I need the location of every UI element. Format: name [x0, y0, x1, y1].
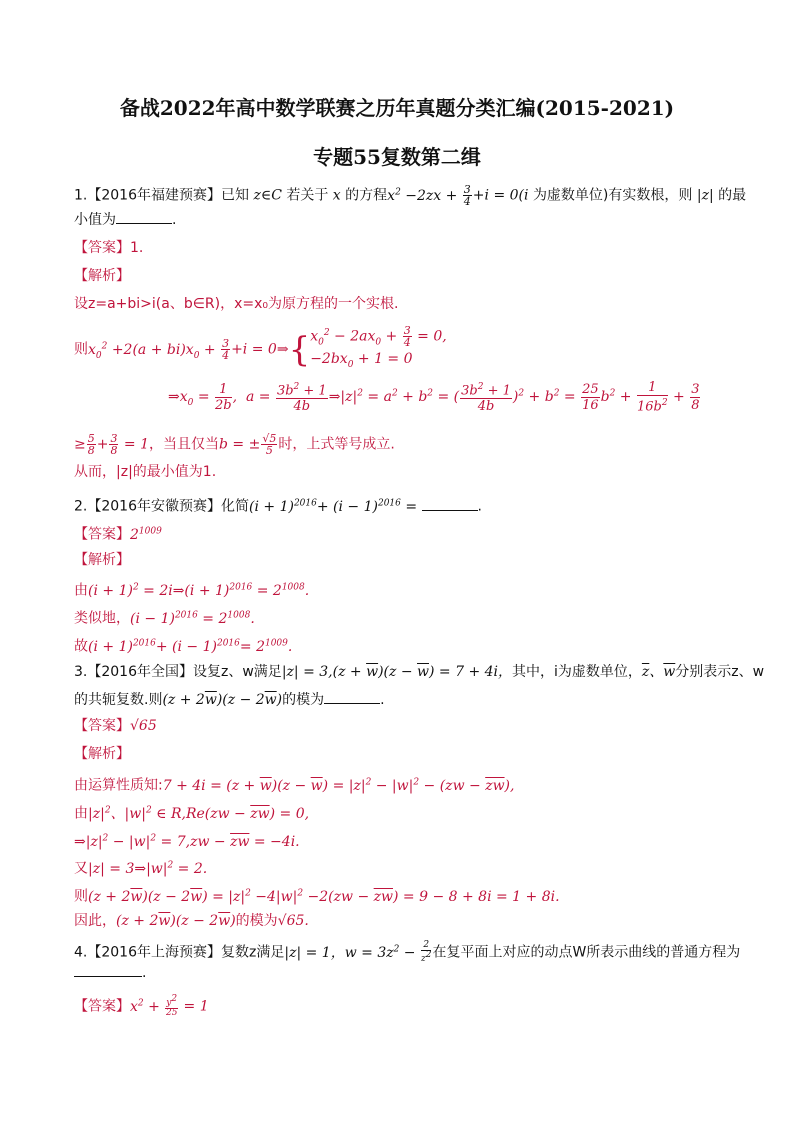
sub-title: 专题55复数第二缉 [313, 145, 481, 169]
q3-analysis-line5: 则$(z + 2\overline{w})(z - 2\overline{w}) = |z|^2 -4|w|^2 -2(zw - \overline{zw}) = 9 - 8 + 8i = 1 + 8i$. [74, 888, 560, 905]
main-title: 备战2022年高中数学联赛之历年真题分类汇编(2015-2021) [119, 96, 675, 120]
q1-source: 【2016年福建预赛】 [87, 187, 221, 204]
q4-stem-line2: . [74, 963, 146, 983]
q1-analysis-line2: 则$x_0^2 +2(a + bi)x_0$ + $\frac{3}{4}$ +i = 0⇒{ $x_0^2 - 2ax_0$ + $\frac{3}{4}$ = 0, $-2bx_0 + 1 = 0$ [74, 324, 447, 371]
answer-blank [116, 211, 172, 224]
q1-stem-line2: 小值为 . [74, 212, 177, 228]
q1-analysis-line5: 从而，|z|的最小值为1. [74, 464, 217, 480]
q4-source: 【2016年上海预赛】 [87, 944, 221, 961]
q4-stem-line1: 4.【2016年上海预赛】复数z满足|z| = 1，$w = 3z^2$ − $\frac{2}{z^2}$ 在复平面上对应的动点W所表示曲线的普通方程为 [74, 940, 741, 965]
q3-analysis-line2: 由$|z|^2$、$|w|^2$ ∈ $R,Re(zw - \overline{zw}) = 0$, [74, 805, 310, 822]
answer-blank [324, 691, 380, 704]
q2-analysis-label: 【解析】 [74, 552, 130, 568]
q3-analysis-line3: $\Rightarrow|z|^2 - |w|^2 = 7,zw - \overline{zw} = -4i$. [74, 833, 300, 850]
q1-analysis-line4: ≥ $\frac{5}{8}$ + $\frac{3}{8}$ = 1，当且仅当b = ± $\frac{√5}{5}$ 时，上式等号成立. [74, 432, 395, 457]
q3-analysis-label: 【解析】 [74, 746, 130, 762]
q1-stem-line1: 1.【2016年福建预赛】已知 z∈C 若关于 x 的方程$x^2 -2zx$ + $\frac{3}{4}$ +i = 0(i 为虚数单位)有实数根，则 |z| 的最 [74, 183, 747, 209]
q1-analysis-label: 【解析】 [74, 268, 130, 284]
q1-number: 1. [74, 187, 88, 204]
q3-analysis-line6: 因此，$(z + 2\overline{w})(z - 2\overline{w})$的模为√65. [74, 913, 309, 929]
q2-source: 【2016年安徽预赛】 [87, 498, 221, 515]
q3-stem-line1: 3.【2016年全国】设复z、w满足$|z| = 3,(z + \overline{w})(z - \overline{w}) = 7 + 4i$，其中，i为虚数单位，$\overline{z}$、$\overline{w}$分别表示z、w [74, 664, 765, 680]
q2-analysis-line3: 故$(i + 1)^{2016}+ (i - 1)^{2016}= 2^{1009}$. [74, 638, 293, 655]
q1-analysis-line1: 设z=a+bi>i(a、b∈R)，x=x₀为原方程的一个实根. [74, 296, 399, 312]
q3-stem-line2: 的共轭复数.则$(z + 2\overline{w})(z - 2\overline{w})$的模为 . [74, 692, 385, 708]
fraction-3-4: $\frac{3}{4}$ [463, 183, 471, 209]
q4-answer: 【答案】$x^2$ + $\frac{y^2}{25}$ = 1 [74, 994, 209, 1019]
answer-blank [422, 498, 478, 511]
q1-analysis-line3: $\Rightarrow x_0$ = $\frac{1}{2b}$ , a = $\frac{3b^2 + 1}{4b}$ $\Rightarrow|z|^2 = a^2 + b^2$ = ( $\frac{3b^2 + 1}{4b}$ )$^2 + b^2$ = $\frac{25}{16}$ $b^2$ + $\frac{1}{16b^2}$ + $\frac{3}{8}$ [168, 380, 700, 415]
q2-analysis-line1: 由$(i + 1)^2$ = 2i⇒(i + $1)^{2016} = 2^{1008}$. [74, 582, 310, 599]
q2-stem: 2.【2016年安徽预赛】化简$(i + 1)^{2016}+ (i - 1)^{2016}$ = . [74, 498, 482, 515]
q3-analysis-line4: 又$|z| = 3\Rightarrow|w|^2 = 2$. [74, 860, 208, 877]
q2-analysis-line2: 类似地，$(i - 1)^{2016} = 2^{1008}$. [74, 610, 255, 627]
q1-answer: 【答案】1. [74, 240, 144, 256]
q3-analysis-line1: 由运算性质知:7 + $4i = (z + \overline{w})(z - \overline{w}) = |z|^2 - |w|^2 - (zw - \overline{zw})$, [74, 777, 515, 794]
q3-answer: 【答案】√65 [74, 718, 157, 734]
q3-source: 【2016年全国】 [87, 664, 193, 680]
answer-blank [74, 964, 142, 977]
q2-answer: 【答案】$2^{1009}$ [74, 526, 162, 543]
